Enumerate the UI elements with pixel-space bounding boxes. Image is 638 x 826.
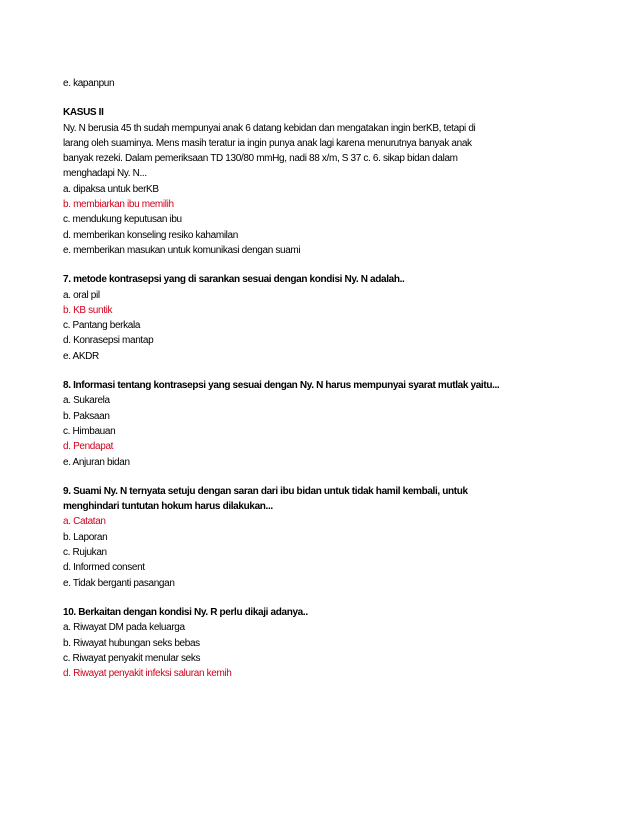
- question-10-options: [63, 620, 583, 681]
- q9-option-a-answer: a. Catatan: [63, 516, 106, 528]
- question-9-line: menghindari tuntutan hokum harus dilakukan...: [63, 501, 273, 513]
- q7-option-b-answer: b. KB suntik: [63, 304, 113, 316]
- case-line: Ny. N berusia 45 th sudah mempunyai anak 6 datang kebidan dan mengatakan ingin berKB, tetapi di: [63, 122, 476, 134]
- case-option-e: e. memberikan masukan untuk komunikasi dengan suami: [63, 244, 301, 256]
- q7-option-c: c. Pantang berkala: [63, 320, 141, 332]
- case-option-c: c. mendukung keputusan ibu: [63, 214, 182, 226]
- case-options: [63, 182, 583, 258]
- q8-option-d-answer: d. Pendapat: [63, 441, 114, 453]
- q8-option-c: c. Himbauan: [63, 425, 116, 437]
- case-line: larang oleh suaminya. Mens masih teratur ia ingin punya anak lagi karena menurutnya banyak anak: [63, 137, 472, 149]
- q9-option-e: e. Tidak berganti pasangan: [63, 577, 175, 589]
- case-option-a: a. dipaksa untuk berKB: [63, 183, 159, 195]
- case-title: KASUS II: [63, 107, 104, 119]
- q10-option-d-answer: d. Riwayat penyakit infeksi saluran kemih: [63, 668, 232, 680]
- previous-option-e: e. kapanpun: [63, 78, 115, 89]
- question-10: 10. Berkaitan dengan kondisi Ny. R perlu dikaji adanya..: [63, 606, 308, 618]
- q7-option-d: d. Konrasepsi mantap: [63, 335, 154, 347]
- question-8: 8. Informasi tentang kontrasepsi yang sesuai dengan Ny. N harus mempunyai syarat mutlak yaitu...: [63, 380, 500, 392]
- q9-option-b: b. Laporan: [63, 531, 108, 543]
- q8-option-b: b. Paksaan: [63, 410, 110, 422]
- case-line: banyak rezeki. Dalam pemeriksaan TD 130/80 mmHg, nadi 88 x/m, S 37 c. 6. sikap bidan dalam: [63, 153, 458, 165]
- question-9-options: [63, 514, 583, 590]
- question-9-line: 9. Suami Ny. N ternyata setuju dengan saran dari ibu bidan untuk tidak hamil kembali, untuk: [63, 485, 468, 497]
- question-7: 7. metode kontrasepsi yang di sarankan sesuai dengan kondisi Ny. N adalah..: [63, 274, 405, 286]
- q7-option-a: a. oral pil: [63, 289, 100, 301]
- q10-option-c: c. Riwayat penyakit menular seks: [63, 652, 201, 664]
- q9-option-c: c. Rujukan: [63, 547, 107, 559]
- document-content: [63, 76, 583, 681]
- q7-option-e: e. AKDR: [63, 350, 99, 362]
- q10-option-a: a. Riwayat DM pada keluarga: [63, 622, 185, 634]
- q9-option-d: d. Informed consent: [63, 562, 145, 574]
- q8-option-e: e. Anjuran bidan: [63, 456, 130, 468]
- case-line: menghadapi Ny. N...: [63, 168, 147, 180]
- case-option-d: d. memberikan konseling resiko kahamilan: [63, 229, 238, 241]
- q8-option-a: a. Sukarela: [63, 395, 110, 407]
- case-option-b-answer: b. membiarkan ibu memilih: [63, 199, 174, 211]
- question-9: [63, 484, 583, 515]
- question-7-options: [63, 288, 583, 364]
- question-8-options: [63, 393, 583, 469]
- q10-option-b: b. Riwayat hubungan seks bebas: [63, 637, 200, 649]
- case-description: [63, 121, 583, 182]
